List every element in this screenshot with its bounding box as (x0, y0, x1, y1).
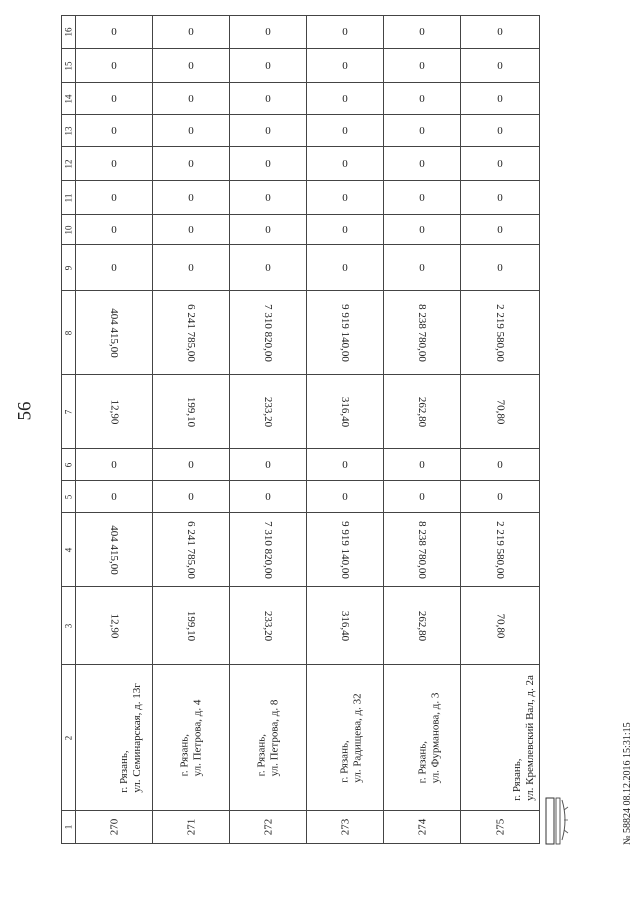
table-row-col-2 (62, 665, 540, 811)
value-cell (76, 481, 153, 513)
value-cell (230, 49, 307, 83)
value-cell (230, 115, 307, 147)
cell-value: 0 (265, 490, 271, 503)
cell-value: 12,90 (108, 399, 120, 424)
column-number: 8 (63, 330, 74, 335)
value-cell (384, 49, 461, 83)
value-cell (384, 147, 461, 181)
cell-value: 404 415,00 (108, 524, 120, 575)
address-cell (76, 665, 153, 811)
value-cell (461, 181, 540, 215)
cell-value: 0 (342, 26, 348, 38)
column-number-cell (62, 49, 76, 83)
address-text: г. Рязань, ул. Радищева, д. 32 (338, 692, 364, 783)
value-cell (230, 147, 307, 181)
table-row-col-10 (62, 215, 540, 245)
cell-value: 0 (342, 124, 348, 137)
value-cell (461, 587, 540, 665)
cell-value: 0 (342, 157, 348, 170)
value-cell (230, 375, 307, 449)
row-number-cell (307, 811, 384, 844)
value-cell (76, 513, 153, 587)
cell-value: 316,40 (339, 610, 351, 641)
cell-value: 0 (265, 26, 271, 38)
value-cell (307, 49, 384, 83)
column-number-cell (62, 115, 76, 147)
table-row-col-1 (62, 811, 540, 844)
cell-value: 199,10 (185, 396, 197, 427)
cell-value: 6 241 785,00 (185, 520, 197, 579)
table-row-col-6 (62, 449, 540, 481)
address-cell (384, 665, 461, 811)
cell-value: 0 (342, 458, 348, 471)
column-number-cell (62, 16, 76, 49)
value-cell (307, 115, 384, 147)
value-cell (153, 245, 230, 291)
cell-value: 2 219 580,00 (494, 303, 506, 362)
column-number-cell (62, 665, 76, 811)
registration-stamp-text: № 58824 08.12.2016 15:31:15 (622, 722, 633, 845)
value-cell (461, 375, 540, 449)
value-cell (153, 83, 230, 115)
cell-value: 0 (111, 223, 117, 236)
value-cell (461, 291, 540, 375)
cell-value: 0 (419, 261, 425, 274)
value-cell (461, 481, 540, 513)
value-cell (153, 513, 230, 587)
column-number: 15 (63, 61, 74, 70)
address-cell (307, 665, 384, 811)
address-cell (461, 665, 540, 811)
cell-value: 8 238 780,00 (416, 520, 428, 579)
cell-value: 0 (265, 92, 271, 105)
table-row-col-3 (62, 587, 540, 665)
cell-value: 0 (419, 191, 425, 204)
cell-value: 12,90 (108, 613, 120, 638)
cell-value: 0 (342, 59, 348, 72)
column-number-cell (62, 513, 76, 587)
cell-value: 0 (497, 490, 503, 503)
table-row-col-8 (62, 291, 540, 375)
column-number: 14 (63, 94, 74, 103)
value-cell (230, 291, 307, 375)
cell-value: 0 (111, 59, 117, 72)
value-cell (384, 449, 461, 481)
row-number-cell (76, 811, 153, 844)
column-number-cell (62, 215, 76, 245)
cell-value: 0 (342, 261, 348, 274)
value-cell (384, 215, 461, 245)
cell-value: 0 (342, 490, 348, 503)
cell-value: 8 238 780,00 (416, 303, 428, 362)
cell-value: 7 310 820,00 (262, 520, 274, 579)
row-number: 272 (262, 818, 274, 836)
row-number-cell (230, 811, 307, 844)
cell-value: 0 (188, 490, 194, 503)
value-cell (461, 83, 540, 115)
value-cell (153, 147, 230, 181)
column-number: 2 (63, 735, 74, 740)
column-number-cell (62, 245, 76, 291)
value-cell (307, 513, 384, 587)
value-cell (384, 291, 461, 375)
cell-value: 0 (111, 124, 117, 137)
cell-value: 0 (188, 26, 194, 38)
cell-value: 0 (497, 458, 503, 471)
value-cell (307, 181, 384, 215)
cell-value: 0 (188, 261, 194, 274)
cell-value: 0 (111, 261, 117, 274)
row-number: 274 (416, 818, 428, 836)
column-number: 1 (63, 824, 74, 830)
value-cell (384, 115, 461, 147)
column-number-cell (62, 811, 76, 844)
value-cell (153, 449, 230, 481)
value-cell (384, 513, 461, 587)
row-number-cell (384, 811, 461, 844)
value-cell (307, 587, 384, 665)
cell-value: 0 (265, 458, 271, 471)
value-cell (230, 16, 307, 49)
value-cell (461, 245, 540, 291)
column-number: 10 (63, 225, 74, 234)
cell-value: 0 (111, 92, 117, 105)
cell-value: 0 (111, 490, 117, 503)
address-text: г. Рязань, ул. Кремлевский Вал, д. 2а (510, 674, 536, 801)
value-cell (307, 16, 384, 49)
cell-value: 0 (419, 124, 425, 137)
cell-value: 0 (188, 223, 194, 236)
cell-value: 262,80 (416, 396, 428, 427)
cell-value: 0 (342, 92, 348, 105)
value-cell (153, 375, 230, 449)
cell-value: 7 310 820,00 (262, 303, 274, 362)
column-number-cell (62, 587, 76, 665)
cell-value: 6 241 785,00 (185, 303, 197, 362)
column-number-cell (62, 181, 76, 215)
value-cell (76, 375, 153, 449)
value-cell (307, 291, 384, 375)
table-row-col-11 (62, 181, 540, 215)
value-cell (76, 449, 153, 481)
cell-value: 0 (497, 261, 503, 274)
value-cell (307, 481, 384, 513)
cell-value: 0 (111, 191, 117, 204)
value-cell (230, 481, 307, 513)
value-cell (384, 375, 461, 449)
column-number: 16 (63, 27, 74, 37)
value-cell (307, 245, 384, 291)
cell-value: 0 (188, 458, 194, 471)
table-row-col-12 (62, 147, 540, 181)
column-number: 3 (63, 623, 74, 628)
cell-value: 233,20 (262, 610, 274, 641)
value-cell (307, 147, 384, 181)
value-cell (384, 83, 461, 115)
value-cell (153, 587, 230, 665)
cell-value: 0 (342, 223, 348, 236)
value-cell (461, 449, 540, 481)
row-number: 270 (108, 818, 120, 836)
row-number-cell (153, 811, 230, 844)
cell-value: 0 (188, 191, 194, 204)
column-number-cell (62, 375, 76, 449)
cell-value: 0 (497, 191, 503, 204)
address-text: г. Рязань, ул. Петрова, д. 8 (255, 699, 281, 776)
column-number-cell (62, 449, 76, 481)
row-number: 275 (494, 818, 506, 836)
cell-value: 0 (342, 191, 348, 204)
cell-value: 0 (111, 458, 117, 471)
cell-value: 0 (419, 490, 425, 503)
value-cell (384, 481, 461, 513)
data-table (61, 15, 540, 844)
cell-value: 0 (111, 157, 117, 170)
address-cell (230, 665, 307, 811)
value-cell (76, 181, 153, 215)
cell-value: 0 (497, 124, 503, 137)
address-text: г. Рязань, ул. Петрова, д. 4 (178, 699, 204, 776)
row-number: 273 (339, 818, 351, 836)
value-cell (230, 587, 307, 665)
value-cell (230, 215, 307, 245)
value-cell (153, 49, 230, 83)
column-number: 6 (63, 462, 74, 467)
value-cell (461, 147, 540, 181)
cell-value: 0 (497, 26, 503, 38)
table-row-col-5 (62, 481, 540, 513)
value-cell (307, 449, 384, 481)
value-cell (384, 587, 461, 665)
value-cell (153, 215, 230, 245)
value-cell (461, 49, 540, 83)
value-cell (153, 481, 230, 513)
cell-value: 70,80 (494, 399, 506, 424)
table-row-col-9 (62, 245, 540, 291)
cell-value: 0 (265, 223, 271, 236)
cell-value: 0 (497, 59, 503, 72)
cell-value: 0 (419, 59, 425, 72)
cell-value: 0 (265, 157, 271, 170)
value-cell (76, 83, 153, 115)
value-cell (230, 181, 307, 215)
row-number-cell (461, 811, 540, 844)
table-row-col-14 (62, 83, 540, 115)
cell-value: 0 (419, 458, 425, 471)
value-cell (230, 245, 307, 291)
value-cell (307, 215, 384, 245)
value-cell (307, 375, 384, 449)
column-number: 4 (63, 547, 74, 552)
value-cell (153, 181, 230, 215)
address-cell (153, 665, 230, 811)
cell-value: 0 (265, 191, 271, 204)
value-cell (230, 513, 307, 587)
cell-value: 2 219 580,00 (494, 520, 506, 579)
cell-value: 404 415,00 (108, 307, 120, 358)
value-cell (461, 215, 540, 245)
value-cell (307, 83, 384, 115)
address-text: г. Рязань, ул. Семинарская, д. 13г (117, 682, 143, 793)
column-number: 13 (63, 126, 74, 135)
table-row-col-4 (62, 513, 540, 587)
cell-value: 0 (419, 92, 425, 105)
value-cell (76, 115, 153, 147)
cell-value: 233,20 (262, 396, 274, 427)
cell-value: 0 (497, 92, 503, 105)
value-cell (461, 115, 540, 147)
table-row-col-7 (62, 375, 540, 449)
cell-value: 0 (497, 223, 503, 236)
value-cell (384, 245, 461, 291)
column-number: 7 (63, 409, 74, 414)
cell-value: 0 (188, 124, 194, 137)
cell-value: 199,10 (185, 610, 197, 641)
column-number-cell (62, 147, 76, 181)
value-cell (153, 291, 230, 375)
cell-value: 0 (419, 26, 425, 38)
cell-value: 0 (419, 157, 425, 170)
value-cell (76, 215, 153, 245)
column-number: 9 (63, 265, 74, 270)
cell-value: 0 (419, 223, 425, 236)
column-number-cell (62, 83, 76, 115)
column-number-cell (62, 291, 76, 375)
stamp-icon (540, 790, 570, 850)
value-cell (76, 147, 153, 181)
value-cell (76, 49, 153, 83)
table-row-col-15 (62, 49, 540, 83)
cell-value: 9 919 140,00 (339, 303, 351, 362)
value-cell (230, 83, 307, 115)
column-number: 5 (63, 494, 74, 499)
cell-value: 262,80 (416, 610, 428, 641)
cell-value: 0 (265, 59, 271, 72)
column-number: 11 (63, 193, 74, 202)
cell-value: 9 919 140,00 (339, 520, 351, 579)
value-cell (153, 115, 230, 147)
value-cell (384, 16, 461, 49)
value-cell (76, 291, 153, 375)
address-text: г. Рязань, ул. Фурманова, д. 3 (416, 692, 442, 783)
cell-value: 0 (265, 124, 271, 137)
cell-value: 70,80 (494, 613, 506, 638)
value-cell (76, 245, 153, 291)
page-number: 56 (14, 401, 36, 421)
value-cell (461, 513, 540, 587)
value-cell (153, 16, 230, 49)
cell-value: 0 (188, 59, 194, 72)
cell-value: 0 (188, 92, 194, 105)
cell-value: 0 (188, 157, 194, 170)
cell-value: 0 (497, 157, 503, 170)
value-cell (461, 16, 540, 49)
column-number-cell (62, 481, 76, 513)
column-number: 12 (63, 159, 74, 168)
cell-value: 316,40 (339, 396, 351, 427)
value-cell (76, 587, 153, 665)
value-cell (76, 16, 153, 49)
value-cell (230, 449, 307, 481)
value-cell (384, 181, 461, 215)
table-row-col-13 (62, 115, 540, 147)
table-row-col-16 (62, 16, 540, 49)
row-number: 271 (185, 818, 197, 836)
cell-value: 0 (265, 261, 271, 274)
cell-value: 0 (111, 26, 117, 38)
